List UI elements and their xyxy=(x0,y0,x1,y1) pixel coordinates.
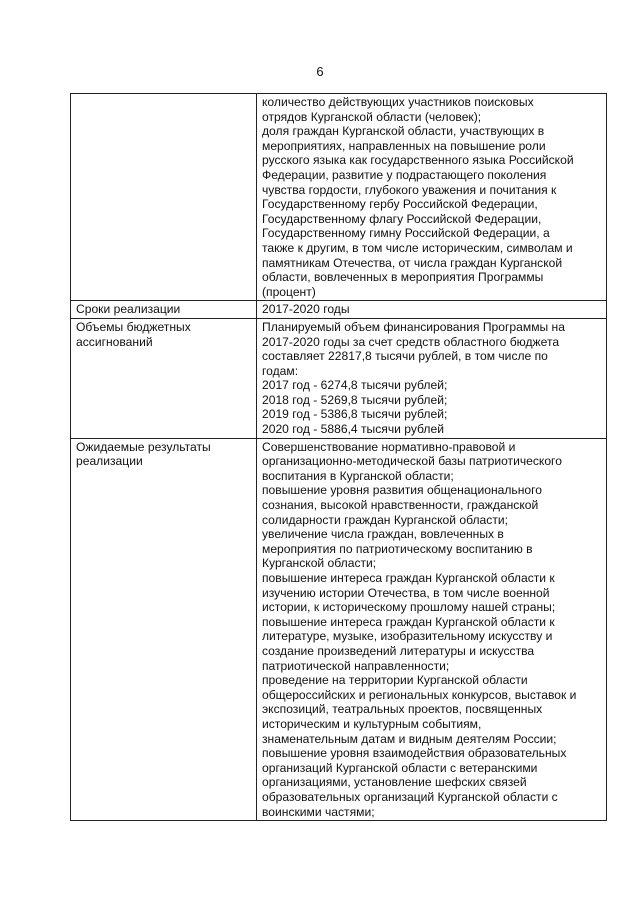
text-line: Федерации, развитие у подрастающего поколения xyxy=(262,167,547,182)
text-line: мероприятия по патриотическому воспитанию в xyxy=(262,541,533,556)
text-line: литературе, музыке, изобразительному искусству и xyxy=(262,629,553,644)
text-line: организациями, установление шефских связей xyxy=(262,775,527,790)
row-label-cell xyxy=(71,318,257,438)
text-line: 2017 год - 6274,8 тысячи рублей; xyxy=(262,378,448,393)
text-line: Курганской области; xyxy=(262,556,377,571)
row-label: Сроки реализации xyxy=(76,302,181,317)
text-line: чувства гордости, глубокого уважения и почитания к xyxy=(262,182,557,197)
text-line: создание произведений литературы и искусства xyxy=(262,643,535,658)
row-label-cell xyxy=(71,438,257,820)
text-line: повышение интереса граждан Курганской области к xyxy=(262,614,555,629)
row-content-cell xyxy=(257,301,607,319)
text-line: (процент) xyxy=(262,284,316,299)
table-row-indicators-continued xyxy=(71,94,607,301)
table-row-implementation-period xyxy=(71,301,607,319)
text-line: Государственному гимну Российской Федерации, а xyxy=(262,226,550,241)
text-line: памятникам Отечества, от числа граждан Курганской xyxy=(262,255,563,270)
row-label-line: Ожидаемые результаты xyxy=(76,439,211,454)
text-line: повышение интереса граждан Курганской области к xyxy=(262,571,555,585)
text-line: Государственному флагу Российской Федерации, xyxy=(262,211,542,226)
text-line: историческим и культурным событиям, xyxy=(262,716,482,731)
text-line: составляет 22817,8 тысячи рублей, в том числе по xyxy=(262,349,548,364)
text-line: изучению истории Отечества, в том числе военной xyxy=(262,585,550,600)
text-line: общероссийских и региональных конкурсов, выставок и xyxy=(262,687,577,702)
text-line: истории, к историческому прошлому нашей страны; xyxy=(262,600,556,615)
row-label-cell xyxy=(71,94,257,301)
text-line: организаций Курганской области с ветеранскими xyxy=(262,760,538,775)
text-line: годам: xyxy=(262,363,299,378)
text-line: повышение уровня развития общенационального xyxy=(262,483,543,498)
page-number: 6 xyxy=(316,64,324,79)
text-line: увеличение числа граждан, вовлеченных в xyxy=(262,527,504,542)
text-line: также к другим, в том числе историческим, символам и xyxy=(262,240,573,255)
row-content-cell xyxy=(257,94,607,301)
text-line: знаменательным датам и видным деятелям России; xyxy=(262,731,557,746)
text-line: 2020 год - 5886,4 тысячи рублей xyxy=(262,422,444,437)
table-row-budget xyxy=(71,318,607,438)
text-line: воспитания в Курганской области; xyxy=(262,468,454,483)
text-line: экспозиций, театральных проектов, посвященных xyxy=(262,702,543,717)
text-line: организационно-методической базы патриотического xyxy=(262,454,562,469)
text-line: проведение на территории Курганской области xyxy=(262,673,528,688)
text-line: области, вовлеченных в мероприятия Программы xyxy=(262,270,544,285)
text-line: сознания, высокой нравственности, гражданской xyxy=(262,498,539,513)
text-line: патриотической направленности; xyxy=(262,658,450,673)
text-line: Совершенствование нормативно-правовой и xyxy=(262,439,516,454)
text-line: Государственному гербу Российской Федерации, xyxy=(262,197,538,212)
text-line: образовательных организаций Курганской области с xyxy=(262,789,558,804)
text-line: отрядов Курганской области (человек); xyxy=(262,109,482,124)
program-passport-table xyxy=(70,93,607,821)
row-label-line: Объемы бюджетных xyxy=(76,319,191,334)
text-line: количество действующих участников поисковых xyxy=(262,95,534,109)
text-line: 2017-2020 годы за счет средств областного бюджета xyxy=(262,334,560,349)
text-line: русского языка как государственного языка Российской xyxy=(262,153,574,168)
row-label-cell xyxy=(71,301,257,319)
text-line: Планируемый объем финансирования Программы на xyxy=(262,319,565,334)
text-line: солидарности граждан Курганской области; xyxy=(262,512,508,527)
text-line: 2018 год - 5269,8 тысячи рублей; xyxy=(262,392,448,407)
text-line: воинскими частями; xyxy=(262,804,375,819)
text-line: 2017-2020 годы xyxy=(262,302,350,317)
text-line: мероприятиях, направленных на повышение роли xyxy=(262,138,546,153)
row-content-cell xyxy=(257,318,607,438)
text-line: 2019 год - 5386,8 тысячи рублей; xyxy=(262,407,448,422)
row-label-line: ассигнований xyxy=(76,334,153,349)
row-content-cell xyxy=(257,438,607,820)
row-label-line: реализации xyxy=(76,454,143,469)
text-line: доля граждан Курганской области, участвующих в xyxy=(262,124,545,139)
table-row-expected-results xyxy=(71,438,607,820)
text-line: повышение уровня взаимодействия образовательных xyxy=(262,746,567,761)
